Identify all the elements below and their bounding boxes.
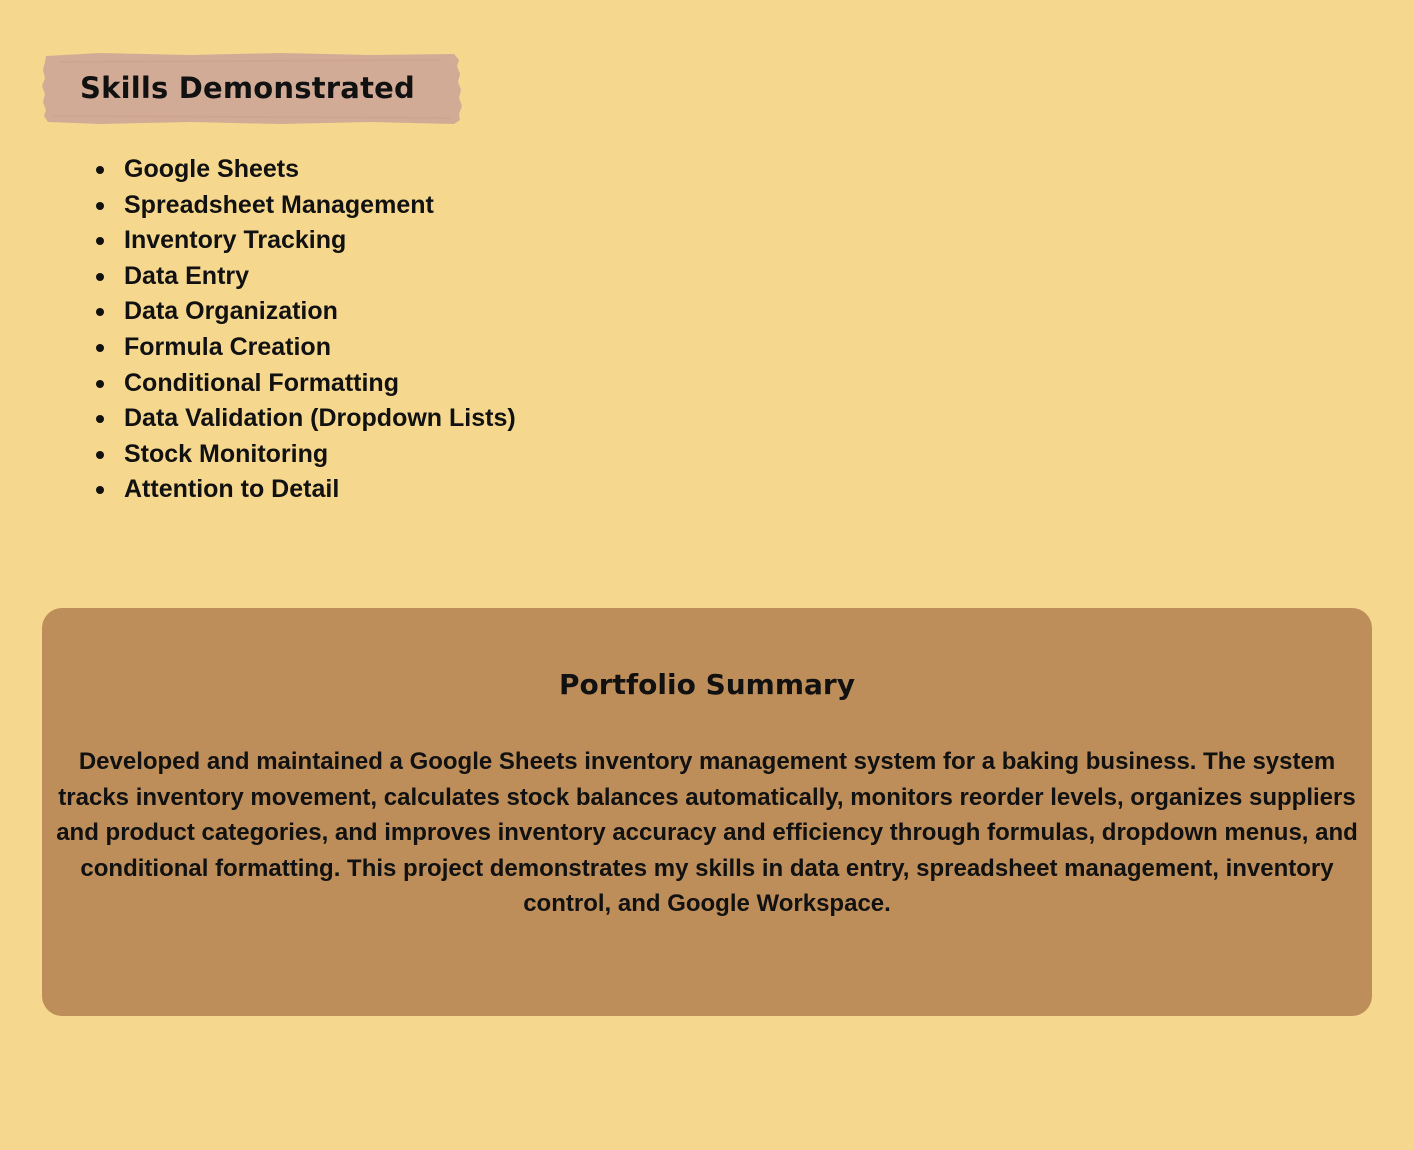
list-item: [124, 152, 516, 188]
list-item: [124, 188, 516, 224]
bullet-icon: [96, 486, 104, 494]
list-item: [124, 330, 516, 366]
bullet-icon: [96, 380, 104, 388]
list-item: [124, 223, 516, 259]
skill-label: Stock Monitoring: [124, 439, 329, 468]
skill-label: Conditional Formatting: [124, 368, 399, 397]
bullet-icon: [96, 308, 104, 316]
bullet-icon: [96, 202, 104, 210]
list-item: [124, 401, 516, 437]
bullet-icon: [96, 415, 104, 423]
list-item: [124, 437, 516, 473]
bullet-icon: [96, 237, 104, 245]
skill-label: Formula Creation: [124, 332, 331, 361]
list-item: [124, 294, 516, 330]
skill-label: Inventory Tracking: [124, 226, 347, 255]
skills-heading: Skills Demonstrated: [80, 71, 415, 105]
skill-label: Data Validation (Dropdown Lists): [124, 404, 516, 433]
portfolio-summary-card: [42, 608, 1372, 1016]
skill-label: Data Organization: [124, 297, 338, 326]
skill-label: Google Sheets: [124, 155, 300, 183]
list-item: [124, 472, 516, 508]
bullet-icon: [96, 273, 104, 281]
skills-list: [124, 152, 516, 508]
bullet-icon: [96, 451, 104, 459]
skill-label: Data Entry: [124, 261, 250, 290]
list-item: [124, 366, 516, 402]
list-item: [124, 259, 516, 295]
summary-title: Portfolio Summary: [559, 668, 855, 701]
skill-label: Attention to Detail: [124, 475, 340, 504]
summary-body: Developed and maintained a Google Sheets inventory management system for a baking business. The system tracks inventory movement, calculates stock balances automatically, monitors reorder levels, organizes suppliers and product categories, and improves inventory accuracy and efficiency through formulas, dropdown menus, and conditional formatting. This project demonstrates my skills in data entry, spreadsheet management, inventory control, and Google Workspace.: [56, 748, 1358, 917]
bullet-icon: [96, 344, 104, 352]
skill-label: Spreadsheet Management: [124, 190, 434, 219]
skills-heading-block: [40, 52, 464, 126]
bullet-icon: [96, 166, 104, 174]
